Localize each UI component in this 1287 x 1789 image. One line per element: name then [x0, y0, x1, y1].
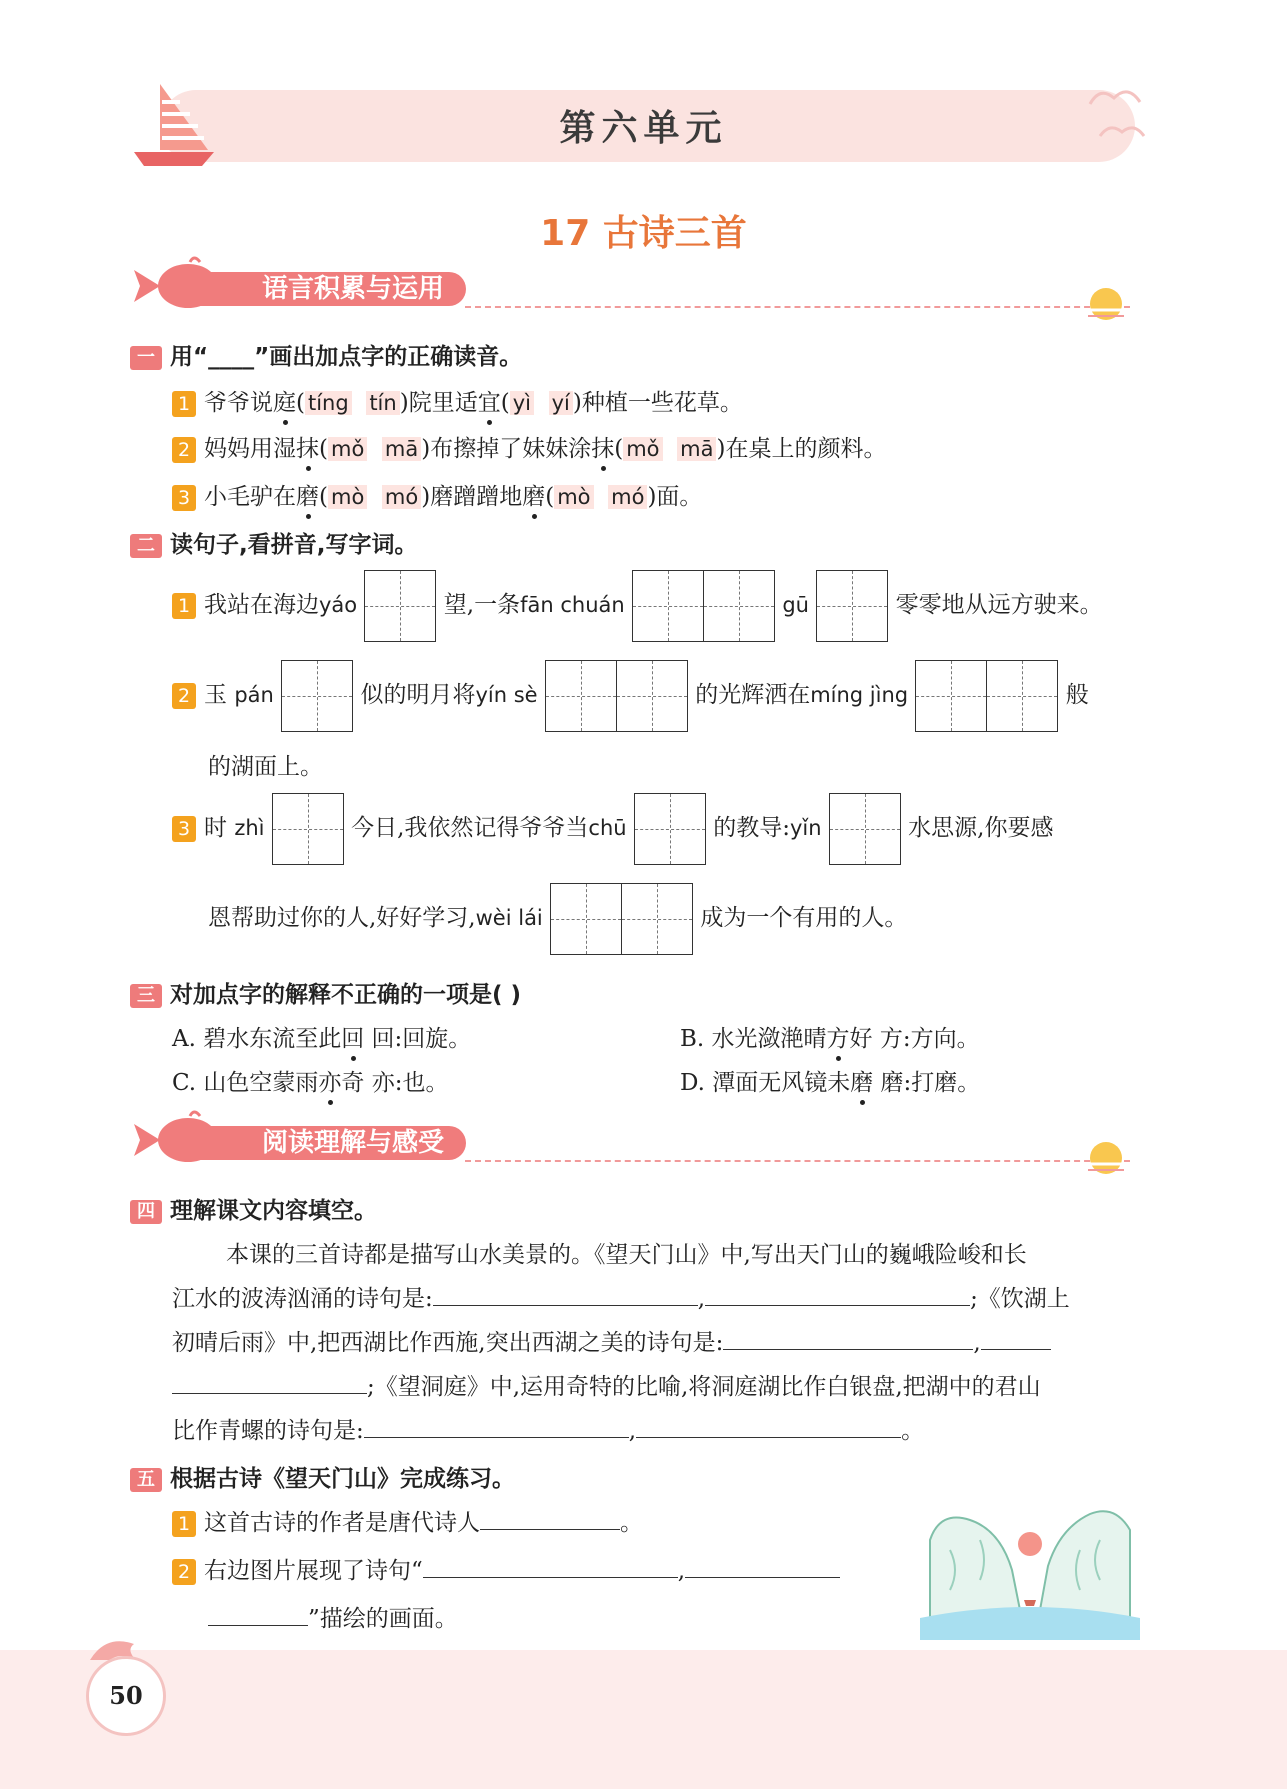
writing-grid[interactable]: [634, 793, 706, 865]
text: 水思源,你要感: [908, 815, 1054, 841]
text: ,: [973, 1330, 981, 1356]
text: )在桌上的颜料。: [716, 436, 887, 462]
pinyin-option[interactable]: mǒ: [328, 437, 367, 461]
question-text: 根据古诗《望天门山》完成练习。: [170, 1466, 515, 1492]
q4-text-3: [172, 1324, 1051, 1357]
answer-blank[interactable]: [172, 1369, 367, 1394]
text: 零零地从远方驶来。: [895, 592, 1103, 618]
sunset-icon: [1080, 274, 1140, 324]
question-1-heading: [130, 338, 522, 371]
q4-text-4: [172, 1368, 1041, 1401]
text: 妈妈用湿: [204, 436, 296, 462]
dotted-char: 方: [826, 1026, 850, 1052]
option-b[interactable]: [680, 1020, 980, 1053]
dotted-char: 回: [341, 1026, 365, 1052]
answer-blank[interactable]: [705, 1281, 970, 1306]
question-tag: 三: [130, 984, 162, 1008]
text: 右边图片展现了诗句“: [204, 1558, 423, 1584]
pinyin: chū: [588, 816, 627, 840]
pinyin: wèi lái: [475, 906, 543, 930]
text: ,: [677, 1558, 686, 1584]
pinyin: pán: [234, 683, 274, 707]
question-3-heading: [130, 976, 521, 1009]
pinyin: míng jìng: [810, 683, 909, 707]
answer-blank[interactable]: [685, 1553, 840, 1578]
dotted-char: 亦: [318, 1070, 342, 1096]
dotted-char: 抹: [296, 436, 319, 462]
item-number: 1: [172, 391, 196, 417]
question-text: 用“____”画出加点字的正确读音。: [170, 344, 523, 370]
text: D. 潭面无风镜未: [680, 1070, 851, 1096]
text: 初晴后雨》中,把西湖比作西施,突出西湖之美的诗句是:: [172, 1330, 724, 1356]
text: 恩帮助过你的人,好好学习,: [208, 905, 476, 931]
text: 的教导:: [713, 815, 790, 841]
section-title-language: 语言积累与运用: [180, 272, 466, 306]
q2-line-2: [172, 660, 1089, 732]
text: (: [500, 390, 510, 416]
text: 比作青螺的诗句是:: [172, 1418, 364, 1444]
q4-text-5: [172, 1412, 924, 1445]
q4-text-1: 本课的三首诗都是描写山水美景的。《望天门山》中,写出天门山的巍峨险峻和长: [226, 1242, 1027, 1268]
writing-grid[interactable]: [829, 793, 901, 865]
text: )面。: [647, 484, 703, 510]
text: 玉: [204, 682, 227, 708]
answer-blank[interactable]: [208, 1601, 308, 1626]
pinyin-option[interactable]: tín: [366, 391, 399, 415]
pinyin-option[interactable]: mǒ: [623, 437, 662, 461]
pinyin: yǐn: [789, 816, 822, 840]
text: 时: [204, 815, 227, 841]
item-number: 3: [172, 485, 196, 511]
dotted-char: 抹: [591, 436, 615, 462]
text: 似的明月将: [360, 682, 476, 708]
pinyin-option[interactable]: mó: [382, 485, 421, 509]
q2-line-1: [172, 570, 1103, 642]
text: )院里适: [399, 390, 478, 416]
q5-item-1: [172, 1504, 643, 1537]
pinyin: yín sè: [475, 683, 538, 707]
answer-blank[interactable]: [636, 1413, 901, 1438]
section-title-reading: 阅读理解与感受: [180, 1126, 466, 1160]
pinyin: zhì: [234, 816, 265, 840]
text: 成为一个有用的人。: [700, 905, 908, 931]
question-tag: 二: [130, 534, 162, 558]
q2-line-3: [172, 793, 1053, 865]
text: (: [319, 484, 328, 510]
pinyin: gū: [782, 593, 809, 617]
text: 江水的波涛汹涌的诗句是:: [172, 1286, 433, 1312]
writing-grid[interactable]: [632, 570, 775, 642]
page-number: 50: [86, 1656, 166, 1736]
dotted-char: 磨: [296, 484, 319, 510]
option-c[interactable]: [172, 1064, 448, 1097]
writing-grid[interactable]: [272, 793, 344, 865]
text: 的光辉洒在: [695, 682, 811, 708]
item-number: 2: [172, 683, 196, 709]
text: )布擦掉了妹妹涂: [421, 436, 592, 462]
lesson-title: 17 古诗三首: [540, 213, 747, 254]
q5-item-2-cont: [208, 1600, 458, 1633]
question-tag: 一: [130, 346, 162, 370]
pinyin-option[interactable]: mā: [382, 437, 421, 461]
text: 我站在海边: [204, 592, 319, 618]
item-number: 3: [172, 816, 196, 842]
section-divider: [465, 306, 1130, 308]
text: (: [319, 436, 328, 462]
text: ;《望洞庭》中,运用奇特的比喻,将洞庭湖比作白银盘,把湖中的君山: [367, 1374, 1041, 1400]
pinyin: fān chuán: [520, 593, 625, 617]
text: C. 山色空蒙雨: [172, 1070, 319, 1096]
writing-grid[interactable]: [281, 660, 353, 732]
option-a[interactable]: [172, 1020, 471, 1053]
unit-title: 第六单元: [559, 108, 728, 149]
writing-grid[interactable]: [550, 883, 693, 955]
text: (: [545, 484, 555, 510]
text: 今日,我依然记得爷爷当: [351, 815, 589, 841]
question-text: 对加点字的解释不正确的一项是( ): [170, 982, 522, 1008]
writing-grid[interactable]: [545, 660, 688, 732]
text: 回:回旋。: [364, 1026, 472, 1052]
footer-wave: [0, 1650, 1287, 1789]
text: 爷爷说: [204, 390, 273, 416]
writing-grid[interactable]: [816, 570, 888, 642]
pinyin-option[interactable]: tíng: [305, 391, 352, 415]
answer-blank[interactable]: [364, 1413, 629, 1438]
pinyin-option[interactable]: mó: [608, 485, 647, 509]
text: )种植一些花草。: [572, 390, 743, 416]
q5-item-2: [172, 1552, 840, 1585]
text: 磨:打磨。: [873, 1070, 981, 1096]
pinyin-option[interactable]: mò: [328, 485, 367, 509]
text: 好 方:方向。: [849, 1026, 980, 1052]
pinyin-option[interactable]: yì: [510, 391, 534, 415]
text: 般: [1065, 682, 1089, 708]
q2-line-4: [208, 883, 907, 955]
text: ;《饮湖上: [970, 1286, 1070, 1312]
answer-blank[interactable]: [423, 1553, 678, 1578]
question-text: 读句子,看拼音,写字词。: [170, 532, 418, 558]
sunset-icon: [1080, 1128, 1140, 1178]
answer-blank[interactable]: [433, 1281, 698, 1306]
answer-blank[interactable]: [723, 1325, 973, 1350]
text: 望,一条: [443, 592, 521, 618]
question-4-heading: [130, 1192, 377, 1225]
question-2-heading: [130, 526, 417, 559]
text: )磨蹭蹭地: [421, 484, 523, 510]
item-number: 2: [172, 1559, 196, 1585]
text: ”描绘的画面。: [308, 1606, 458, 1632]
q1-item-1: [172, 384, 743, 417]
q2-line-2-cont: 的湖面上。: [208, 754, 323, 780]
text: (: [614, 436, 624, 462]
text: ,: [697, 1286, 706, 1312]
text: (: [296, 390, 305, 416]
question-tag: 五: [130, 1468, 162, 1492]
option-d[interactable]: [680, 1064, 980, 1097]
q1-item-3: [172, 478, 702, 511]
question-tag: 四: [130, 1200, 162, 1224]
text: 。: [901, 1418, 925, 1444]
item-number: 2: [172, 437, 196, 463]
text: 奇 亦:也。: [341, 1070, 449, 1096]
text: B. 水光潋滟晴: [680, 1026, 827, 1052]
pinyin-option[interactable]: yí: [549, 391, 573, 415]
section-divider: [465, 1160, 1130, 1162]
answer-blank[interactable]: [480, 1505, 620, 1530]
mountain-river-illustration: [920, 1500, 1140, 1640]
writing-grid[interactable]: [364, 570, 436, 642]
item-number: 1: [172, 593, 196, 619]
q1-item-2: [172, 430, 886, 463]
pinyin-option[interactable]: mā: [677, 437, 716, 461]
text: 这首古诗的作者是唐代诗人: [204, 1510, 480, 1536]
question-5-heading: [130, 1460, 515, 1493]
text: A. 碧水东流至此: [172, 1026, 342, 1052]
question-text: 理解课文内容填空。: [170, 1198, 377, 1224]
text: ,: [628, 1418, 637, 1444]
pinyin-option[interactable]: mò: [554, 485, 593, 509]
pinyin: yáo: [319, 593, 358, 617]
dotted-char: 庭: [273, 390, 296, 416]
q4-text-2: [172, 1280, 1070, 1313]
answer-blank[interactable]: [981, 1325, 1051, 1350]
writing-grid[interactable]: [915, 660, 1058, 732]
dotted-char: 宜: [477, 390, 501, 416]
dotted-char: 磨: [522, 484, 546, 510]
item-number: 1: [172, 1511, 196, 1537]
text: 小毛驴在: [204, 484, 296, 510]
dotted-char: 磨: [850, 1070, 874, 1096]
text: 。: [620, 1510, 643, 1536]
